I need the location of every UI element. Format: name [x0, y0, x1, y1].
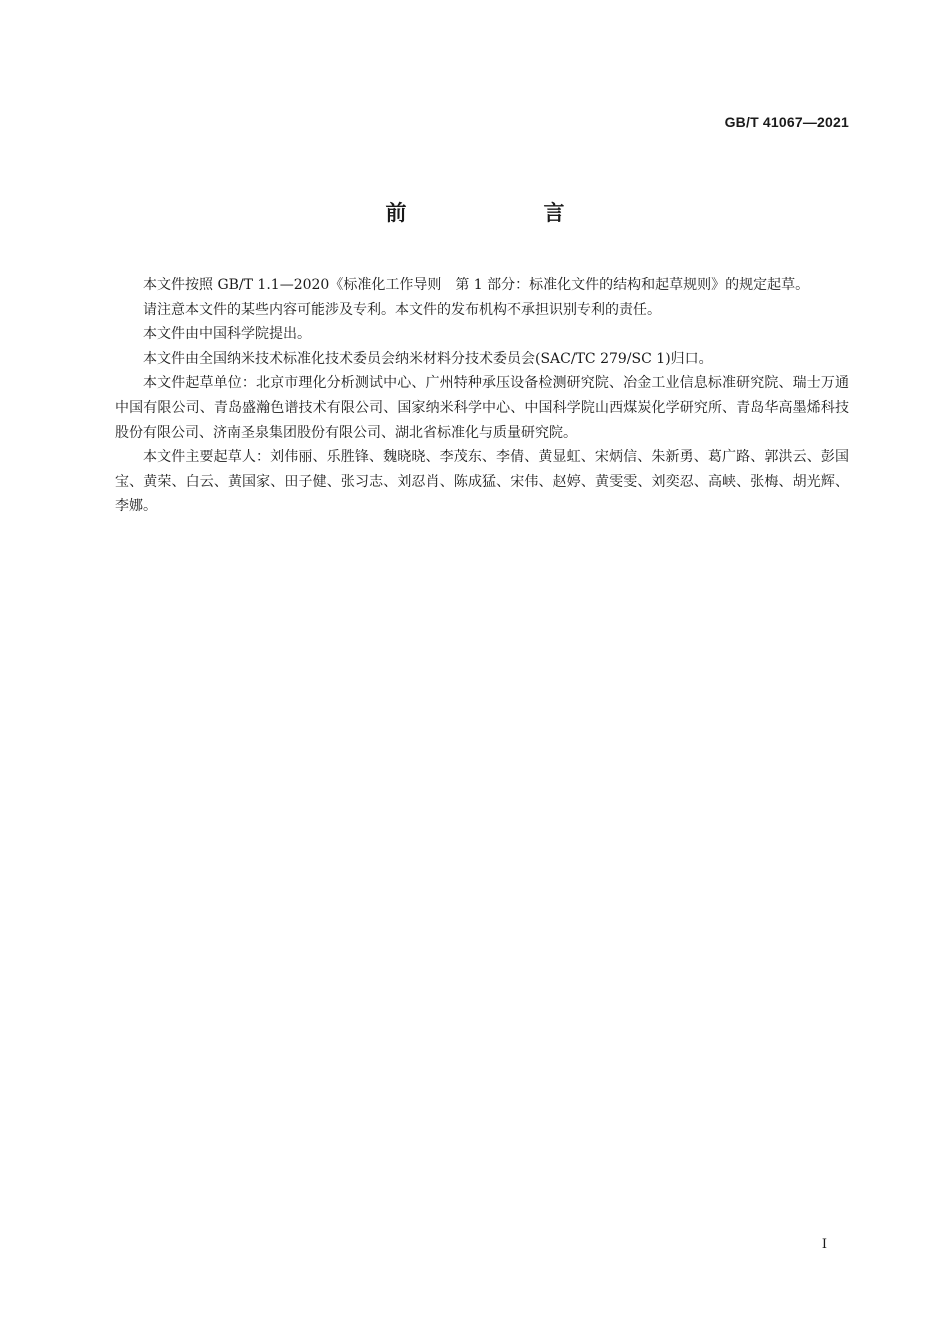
paragraph-jurisdiction: 本文件由全国纳米技术标准化技术委员会纳米材料分技术委员会(SAC/TC 279/SC 1)归口。 [143, 350, 713, 367]
foreword-body [115, 273, 849, 519]
paragraph-drafting-rules: 本文件按照 GB/T 1.1—2020《标准化工作导则 第 1 部分：标准化文件的结构和起草规则》的规定起草。 [143, 277, 810, 293]
paragraph-drafting-units: 本文件起草单位：北京市理化分析测试中心、广州特种承压设备检测研究院、冶金工业信息标准研究院、瑞士万通中国有限公司、青岛盛瀚色谱技术有限公司、国家纳米科学中心、中国科学院山西煤炭化学研究所、青岛华高墨烯科技股份有限公司、济南圣泉集团股份有限公司、湖北省标准化与质量研究院。 [115, 375, 849, 441]
paragraph-drafters: 本文件主要起草人：刘伟丽、乐胜锋、魏晓晓、李茂东、李倩、黄显虹、宋炳信、朱新勇、葛广路、郭洪云、彭国宝、黄荣、白云、黄国家、田子健、张习志、刘忍肖、陈成猛、宋伟、赵婷、黄雯雯、刘奕忍、高峡、张梅、胡光辉、李娜。 [115, 449, 849, 515]
paragraph-patent-notice: 请注意本文件的某些内容可能涉及专利。本文件的发布机构不承担识别专利的责任。 [143, 301, 661, 318]
page-number: I [821, 1237, 827, 1252]
paragraph-proposer: 本文件由中国科学院提出。 [143, 326, 311, 343]
standard-code: GB/T 41067—2021 [724, 114, 849, 130]
page-title: 前 言 [385, 201, 623, 225]
